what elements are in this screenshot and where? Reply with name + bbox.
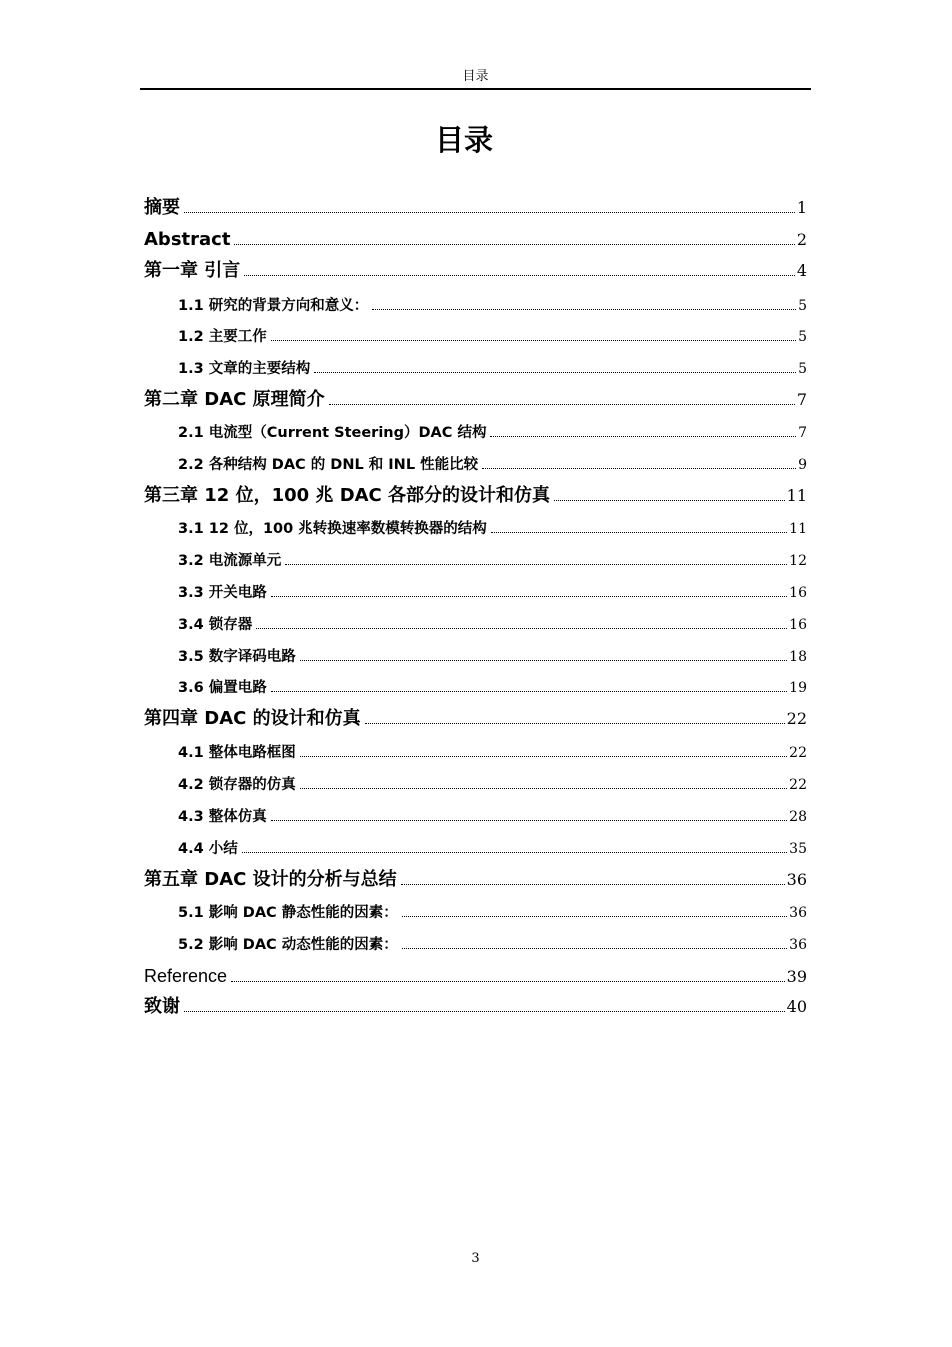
toc-entry[interactable]	[178, 452, 807, 478]
toc-entry-page: 16	[789, 617, 807, 633]
dot-leader	[234, 244, 794, 245]
toc-title: 目录	[434, 123, 493, 157]
toc-entry[interactable]	[178, 548, 807, 574]
dot-leader	[300, 756, 787, 757]
dot-leader	[402, 948, 787, 949]
toc-entry-label: 3.1 12 位，100 兆转换速率数模转换器的结构	[178, 521, 487, 537]
toc-entry-label: 4.2 锁存器的仿真	[178, 777, 296, 793]
toc-entry[interactable]	[144, 963, 807, 989]
toc-entry-label: 1.1 研究的背景方向和意义：	[178, 298, 369, 314]
toc-entry-label: 第四章 DAC 的设计和仿真	[144, 708, 361, 729]
toc-entry-page: 36	[786, 870, 807, 889]
toc-entry-page: 1	[796, 198, 807, 217]
toc-entry[interactable]	[178, 675, 807, 701]
toc-entry-label: 摘要	[144, 197, 180, 218]
toc-entry[interactable]	[178, 324, 807, 350]
dot-leader	[184, 1011, 785, 1012]
toc-entry[interactable]	[178, 740, 807, 766]
toc-entry[interactable]	[178, 356, 807, 382]
toc-entry-label: 1.2 主要工作	[178, 329, 267, 345]
toc-entry-page: 39	[786, 967, 807, 986]
toc-entry-page: 9	[798, 457, 807, 473]
toc-entry-label: 4.1 整体电路框图	[178, 745, 296, 761]
toc-entry-label: 4.4 小结	[178, 841, 238, 857]
toc-entry-label: 第五章 DAC 设计的分析与总结	[144, 869, 397, 890]
toc-entry-label: 致谢	[144, 996, 180, 1017]
toc-entry-label: 5.2 影响 DAC 动态性能的因素：	[178, 937, 398, 953]
toc-entry-page: 12	[789, 553, 807, 569]
toc-entry-label: 第一章 引言	[144, 260, 241, 281]
dot-leader	[372, 309, 796, 310]
toc-entry[interactable]	[178, 836, 807, 862]
toc-entry-page: 22	[789, 745, 807, 761]
toc-entry-page: 18	[789, 649, 807, 665]
dot-leader	[271, 691, 787, 692]
toc-entry-page: 22	[786, 709, 807, 728]
toc-entry-label: Abstract	[144, 229, 231, 250]
dot-leader	[271, 596, 787, 597]
toc-entry-page: 16	[789, 585, 807, 601]
toc-entry-label: 3.5 数字译码电路	[178, 649, 296, 665]
toc-entry[interactable]	[144, 867, 807, 893]
toc-entry[interactable]	[144, 483, 807, 509]
toc-entry[interactable]	[144, 195, 807, 221]
toc-entry[interactable]	[178, 580, 807, 606]
dot-leader	[482, 468, 796, 469]
toc-entry[interactable]	[178, 804, 807, 830]
toc-entry[interactable]	[144, 258, 807, 284]
toc-entry-page: 40	[786, 997, 807, 1016]
toc-entry[interactable]	[178, 644, 807, 670]
toc-entry-page: 4	[796, 261, 807, 280]
toc-entry-page: 5	[798, 361, 807, 377]
toc-entry-page: 11	[786, 486, 807, 505]
running-header: 目录	[462, 69, 489, 84]
toc-entry-label: 3.2 电流源单元	[178, 553, 282, 569]
toc-entry[interactable]	[178, 612, 807, 638]
toc-entry-label: Reference	[144, 966, 228, 986]
toc-entry-label: 3.4 锁存器	[178, 617, 253, 633]
toc-entry-label: 3.6 偏置电路	[178, 680, 267, 696]
toc-entry-label: 第二章 DAC 原理简介	[144, 389, 325, 410]
toc-entry-label: 5.1 影响 DAC 静态性能的因素：	[178, 905, 398, 921]
toc-entry[interactable]	[144, 387, 807, 413]
toc-entry-page: 36	[789, 905, 807, 921]
toc-entry-label: 1.3 文章的主要结构	[178, 361, 311, 377]
toc-entry[interactable]	[178, 772, 807, 798]
toc-entry[interactable]	[144, 227, 807, 253]
dot-leader	[285, 564, 787, 565]
toc-entry-label: 第三章 12 位，100 兆 DAC 各部分的设计和仿真	[144, 485, 551, 506]
toc-entry-page: 5	[798, 329, 807, 345]
toc-entry[interactable]	[144, 706, 807, 732]
dot-leader	[401, 884, 785, 885]
toc-entry-label: 2.2 各种结构 DAC 的 DNL 和 INL 性能比较	[178, 457, 479, 473]
toc-entry-page: 36	[789, 937, 807, 953]
toc-entry-label: 4.3 整体仿真	[178, 809, 267, 825]
dot-leader	[490, 436, 796, 437]
toc-entry-label: 2.1 电流型（Current Steering）DAC 结构	[178, 425, 487, 441]
dot-leader	[271, 820, 787, 821]
toc-entry-page: 2	[796, 230, 807, 249]
toc-entry[interactable]	[178, 516, 807, 542]
toc-entry-page: 35	[789, 841, 807, 857]
dot-leader	[491, 532, 787, 533]
dot-leader	[300, 788, 787, 789]
toc-entry-page: 7	[798, 425, 807, 441]
dot-leader	[554, 500, 785, 501]
toc-entry[interactable]	[144, 994, 807, 1020]
toc-entry[interactable]	[178, 293, 807, 319]
toc-entry-page: 5	[798, 298, 807, 314]
toc-entry-page: 22	[789, 777, 807, 793]
toc-entry[interactable]	[178, 932, 807, 958]
dot-leader	[314, 372, 796, 373]
dot-leader	[329, 404, 795, 405]
dot-leader	[231, 981, 785, 982]
dot-leader	[271, 340, 796, 341]
dot-leader	[402, 916, 787, 917]
dot-leader	[244, 275, 795, 276]
toc-entry-page: 28	[789, 809, 807, 825]
dot-leader	[242, 852, 787, 853]
toc-entry[interactable]	[178, 420, 807, 446]
toc-entry-label: 3.3 开关电路	[178, 585, 267, 601]
dot-leader	[256, 628, 787, 629]
page-number: 3	[471, 1251, 480, 1266]
toc-entry-page: 7	[796, 390, 807, 409]
dot-leader	[365, 723, 785, 724]
toc-entry-page: 11	[789, 521, 807, 537]
toc-entry-page: 19	[789, 680, 807, 696]
dot-leader	[184, 212, 795, 213]
dot-leader	[300, 660, 787, 661]
toc-entry[interactable]	[178, 900, 807, 926]
